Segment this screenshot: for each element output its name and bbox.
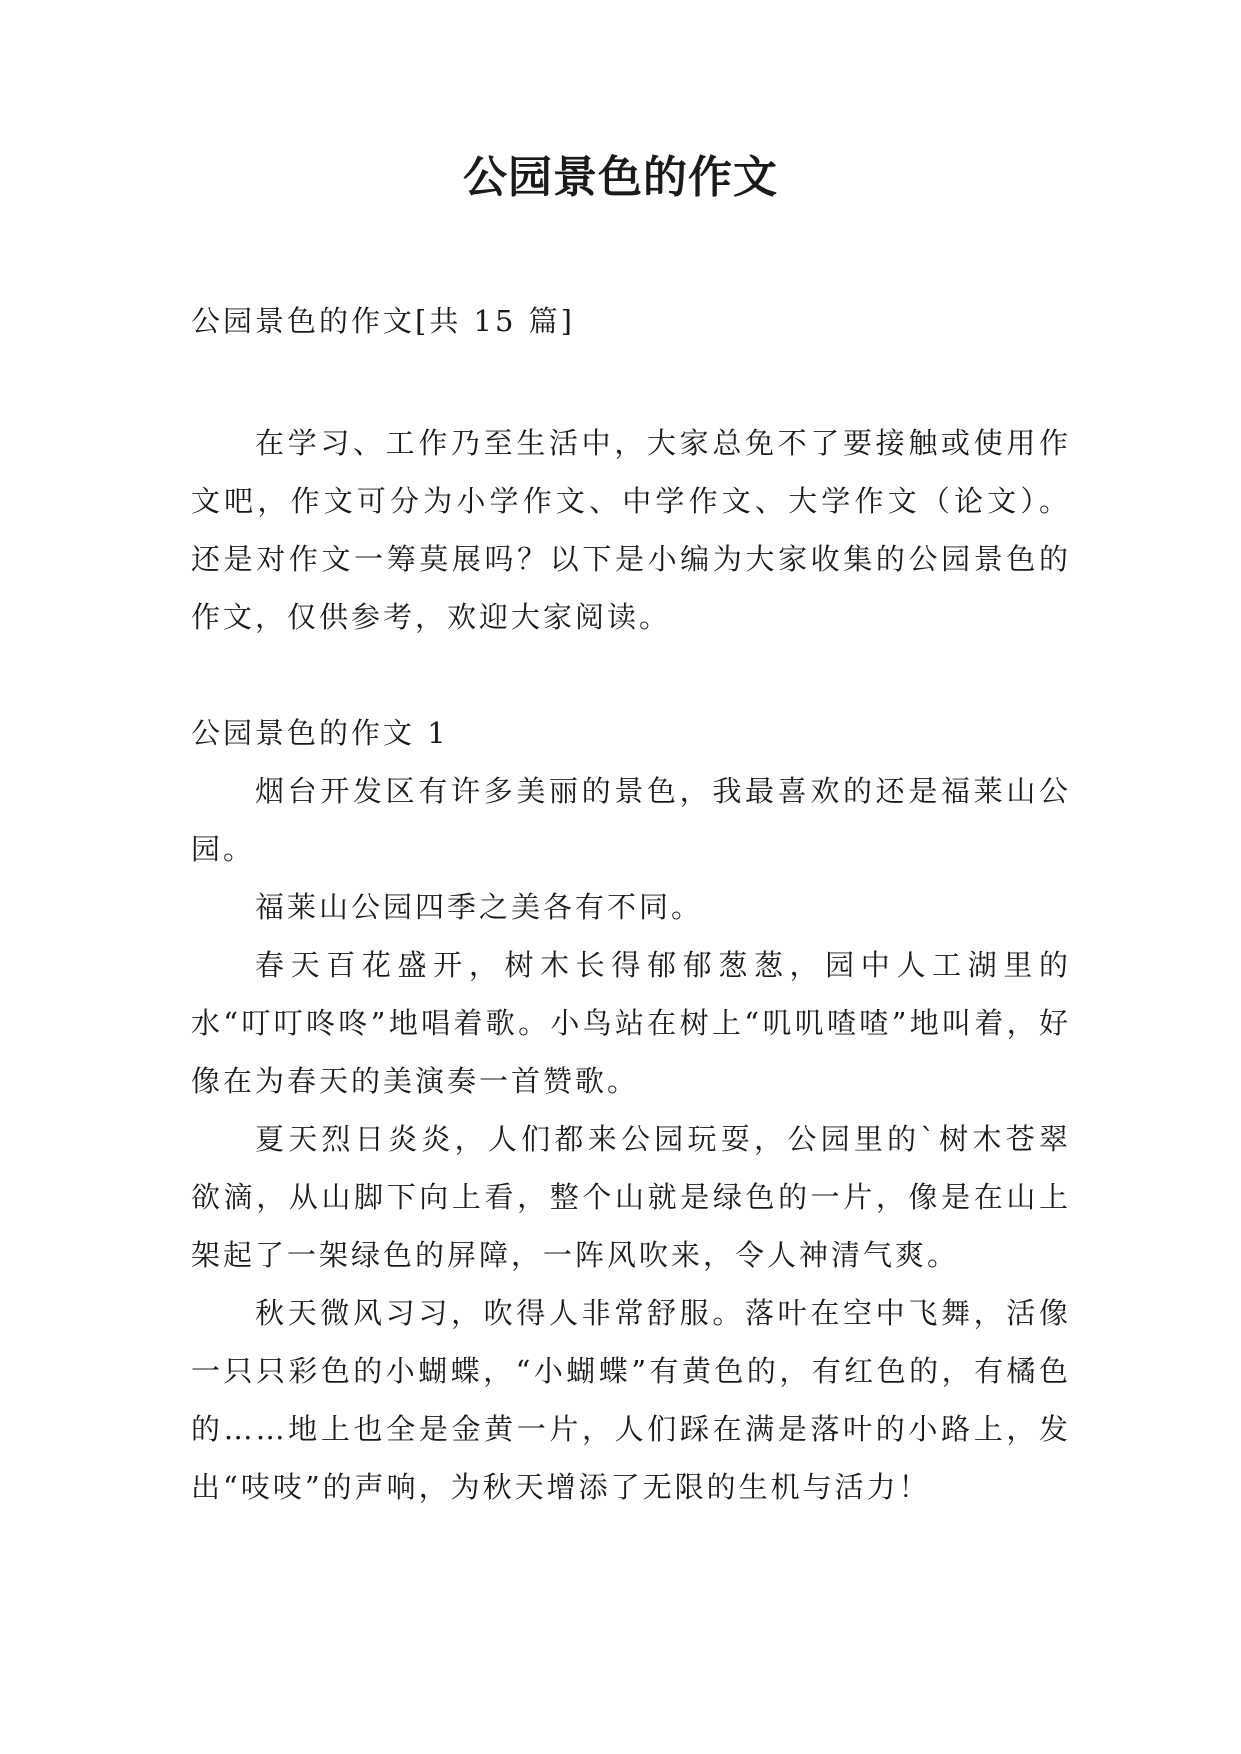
body-paragraph: 春天百花盛开，树木长得郁郁葱葱，园中人工湖里的水“叮叮咚咚”地唱着歌。小鸟站在树上“叽叽喳喳”地叫着，好像在为春天的美演奏一首赞歌。 <box>191 948 1071 1098</box>
section-heading: 公园景色的作文 1 <box>191 716 449 750</box>
document-body <box>191 292 1071 1516</box>
spacer <box>191 350 1071 414</box>
spacer <box>191 646 1071 704</box>
intro-paragraph: 在学习、工作乃至生活中，大家总免不了要接触或使用作文吧，作文可分为小学作文、中学作文、大学作文（论文）。还是对作文一筹莫展吗？以下是小编为大家收集的公园景色的作文，仅供参考，欢迎大家阅读。 <box>191 426 1071 634</box>
body-paragraph: 夏天烈日炎炎，人们都来公园玩耍，公园里的`树木苍翠欲滴，从山脚下向上看，整个山就是绿色的一片，像是在山上架起了一架绿色的屏障，一阵风吹来，令人神清气爽。 <box>191 1122 1071 1272</box>
body-paragraph: 秋天微风习习，吹得人非常舒服。落叶在空中飞舞，活像一只只彩色的小蝴蝶，“小蝴蝶”有黄色的，有红色的，有橘色的……地上也全是金黄一片，人们踩在满是落叶的小路上，发出“吱吱”的声响，为秋天增添了无限的生机与活力！ <box>191 1296 1071 1504</box>
document-title: 公园景色的作文 <box>463 152 778 203</box>
body-paragraph: 烟台开发区有许多美丽的景色，我最喜欢的还是福莱山公园。 <box>191 774 1071 866</box>
document-subtitle: 公园景色的作文[共 15 篇] <box>191 304 575 338</box>
body-paragraph: 福莱山公园四季之美各有不同。 <box>255 890 704 924</box>
